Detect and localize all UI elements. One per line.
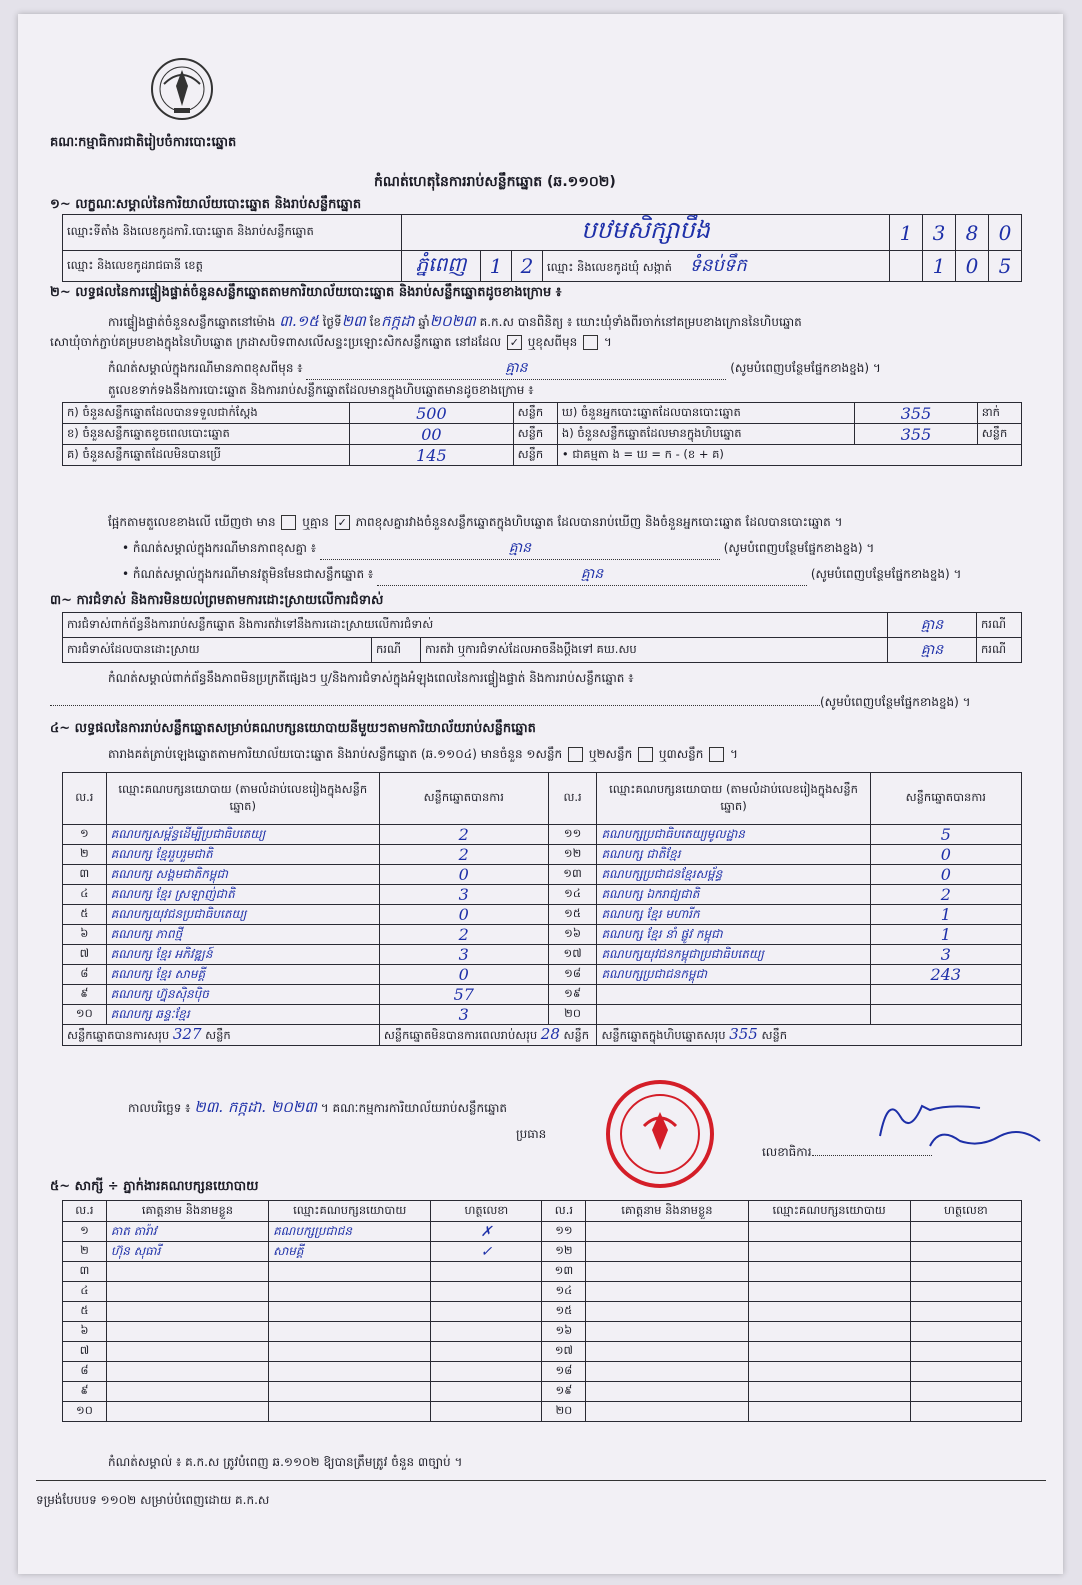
voters-value: 355 (855, 403, 977, 424)
party-number: ១៥ (548, 905, 597, 925)
has-discrepancy-checkbox[interactable] (281, 515, 296, 530)
col-no-header: ល.រ (63, 773, 107, 825)
unit-label: សន្លឹក (205, 1028, 231, 1042)
witness-number: ១៣ (542, 1262, 586, 1282)
unused-ballots-label: គ) ចំនួនសន្លឹកឆ្នោតដែលមិនបានប្រើ (63, 445, 350, 466)
party-valid-votes: 2 (379, 925, 548, 945)
witness-party (748, 1282, 910, 1302)
witness-signature (910, 1222, 1021, 1242)
witness-party (269, 1322, 431, 1342)
spoiled-ballots-label: ខ) ចំនួនសន្លឹកឆ្នោតខូចពេលបោះឆ្នោត (63, 424, 350, 445)
party-number: ៣ (63, 865, 107, 885)
party-name: គណបក្ស ខ្មែរ សាមគ្គី (106, 965, 379, 985)
party-number: ១០ (63, 1005, 107, 1025)
form-sheet (18, 14, 1063, 1574)
party-number: ៧ (63, 945, 107, 965)
party-valid-votes: 0 (870, 845, 1021, 865)
witness-name (586, 1302, 748, 1322)
intro-text: ការផ្ទៀងផ្ទាត់ចំនួនសន្លឹកឆ្នោតនៅម៉ោង (108, 315, 276, 329)
witness-party (269, 1282, 431, 1302)
spoiled-ballots-value: 00 (350, 424, 514, 445)
witness-row (63, 1382, 1022, 1402)
witness-name (106, 1282, 268, 1302)
province-code-digit: 1 (481, 251, 512, 282)
resolved-label: ការជំទាស់ដែលបានដោះស្រាយ (63, 638, 372, 663)
party-number: ១៨ (548, 965, 597, 985)
witness-name (106, 1302, 268, 1322)
witness-number: ២០ (542, 1402, 586, 1422)
unit-label: សន្លឹក (513, 445, 557, 466)
party-row (63, 865, 1022, 885)
party-name: គណបក្សយុវជនកម្ពុជាប្រជាធិបតេយ្យ (597, 945, 870, 965)
party-number: ៩ (63, 985, 107, 1005)
station-name-value: បឋមសិក្សាបឹង (402, 215, 890, 251)
footer-form-label: ទម្រង់បែបបទ ១១០២ សម្រាប់បំពេញដោយ គ.ក.ស (36, 1493, 270, 1507)
witness-name (106, 1342, 268, 1362)
party-valid-votes: 57 (379, 985, 548, 1005)
party-name: គណបក្ស ខ្មែរ នាំ ផ្លូវ កម្ពុជា (597, 925, 870, 945)
party-number: ២០ (548, 1005, 597, 1025)
witness-body (63, 1222, 1022, 1422)
party-name: គណបក្ស ហ្វ៊ុនស៊ិនប៉ិច (106, 985, 379, 1005)
witness-row (63, 1362, 1022, 1382)
witness-party (748, 1322, 910, 1342)
party-name: គណបក្សសម្ព័ន្ធដើម្បីប្រជាធិបតេយ្យ (106, 825, 379, 845)
col-name-header: គោត្តនាម និងនាមខ្លួន (586, 1201, 748, 1222)
party-number: ១២ (548, 845, 597, 865)
witness-number: ១៤ (542, 1282, 586, 1302)
fill-hint: (សូមបំពេញបន្ថែមផ្នែកខាងខ្នង) ។ (730, 361, 881, 375)
station-code-digit: 8 (956, 215, 989, 251)
total-box-label: សន្លឹកឆ្នោតក្នុងហិបឆ្នោតសរុប (601, 1028, 726, 1042)
total-box-cell (597, 1025, 1022, 1046)
witness-name (586, 1342, 748, 1362)
witness-number: ១៥ (542, 1302, 586, 1322)
witness-signature (910, 1362, 1021, 1382)
irregularity-note: កំណត់សម្គាល់ពាក់ព័ន្ធនឹងភាពមិនប្រក្រតីផ្សេងៗ ឬ/និងការជំទាស់ក្នុងអំឡុងពេលនៃការផ្ទៀងផ្ទាត់ និងការរាប់សន្លឹកឆ្នោត ៖ (108, 671, 634, 685)
party-valid-votes: 3 (379, 1005, 548, 1025)
party-valid-votes: 2 (870, 885, 1021, 905)
witness-party (748, 1342, 910, 1362)
commune-code-digit: 1 (923, 251, 956, 282)
case-unit: ករណី (977, 613, 1022, 638)
witness-name: គាត តារ៉ាវ (106, 1222, 268, 1242)
party-valid-votes: 3 (870, 945, 1021, 965)
date-label: កាលបរិច្ឆេទ ៖ (128, 1101, 191, 1115)
committee-name: គណៈកម្មាធិការជាតិរៀបចំការបោះឆ្នោត (50, 135, 237, 150)
one-sheet-checkbox[interactable] (568, 747, 583, 762)
seal-broken-checkbox[interactable] (583, 335, 598, 350)
witness-number: ១៦ (542, 1322, 586, 1342)
party-number: ២ (63, 845, 107, 865)
party-row (63, 965, 1022, 985)
party-valid-votes: 0 (379, 865, 548, 885)
party-valid-votes: 3 (379, 945, 548, 965)
total-invalid-cell (379, 1025, 597, 1046)
fill-hint: (សូមបំពេញបន្ថែមផ្នែកខាងខ្នង) ។ (723, 541, 875, 555)
discrepancy-note-line: • កំណត់សម្គាល់ក្នុងករណីមានភាពខុសគ្នា ៖ គ្មាន (សូមបំពេញបន្ថែមផ្នែកខាងខ្នង) ។ (122, 538, 1042, 560)
party-name: គណបក្សយុវជនប្រជាធិបតេយ្យ (106, 905, 379, 925)
witness-party (748, 1402, 910, 1422)
witness-row (63, 1402, 1022, 1422)
commune-code-digit: 5 (989, 251, 1022, 282)
ballots-in-box-value: 355 (855, 424, 977, 445)
ballots-in-box-label: ង) ចំនួនសន្លឹកឆ្នោតដែលមានក្នុងហិបឆ្នោត (557, 424, 854, 445)
witness-number: ១ (63, 1222, 107, 1242)
unit-label: នាក់ (977, 403, 1021, 424)
party-name: គណបក្ស សង្គមជាតិកម្ពុជា (106, 865, 379, 885)
witness-name (106, 1382, 268, 1402)
col-sign-header: ហត្ថលេខា (431, 1201, 542, 1222)
party-valid-votes: 243 (870, 965, 1021, 985)
received-ballots-label: ក) ចំនួនសន្លឹកឆ្នោតដែលបានទទួលជាក់ស្តែង (63, 403, 350, 424)
party-name: គណបក្ស ជាតិខ្មែរ (597, 845, 870, 865)
col-sign-header: ហត្ថលេខា (910, 1201, 1021, 1222)
witness-party (748, 1222, 910, 1242)
witness-row (63, 1302, 1022, 1322)
appeal-label: ការតវ៉ា ឬការជំទាស់ដែលអាចនឹងប្តឹងទៅ គឃ.សប (421, 638, 888, 663)
witness-party (748, 1242, 910, 1262)
section-5-title: ៥~ សាក្សី ÷ ភ្នាក់ងារគណបក្សនយោបាយ (50, 1179, 259, 1194)
party-valid-votes: 0 (870, 865, 1021, 885)
seal-broken-label: ឬខុសពីមុន (527, 335, 578, 349)
witness-party (748, 1382, 910, 1402)
party-name: គណបក្ស ខ្មែររួបរួមជាតិ (106, 845, 379, 865)
commune-cell (543, 251, 890, 282)
party-row (63, 845, 1022, 865)
station-code-digit: 3 (923, 215, 956, 251)
witness-signature (431, 1382, 542, 1402)
seal-note-line (108, 358, 1038, 380)
witness-signature (910, 1322, 1021, 1342)
witness-signature (431, 1282, 542, 1302)
witness-party (748, 1302, 910, 1322)
day-label: ថ្ងៃទី (322, 315, 342, 329)
witness-party: គណបក្សប្រជាជន (269, 1222, 431, 1242)
party-number: ៨ (63, 965, 107, 985)
party-valid-votes (870, 985, 1021, 1005)
party-name: គណបក្ស ខ្មែរ អភិវឌ្ឍន៍ (106, 945, 379, 965)
party-valid-votes: 0 (379, 905, 548, 925)
col-no-header: ល.រ (548, 773, 597, 825)
no-discrepancy-checkbox[interactable]: ✓ (335, 515, 350, 530)
witness-party (269, 1342, 431, 1362)
party-number: ១៧ (548, 945, 597, 965)
witness-signature (910, 1342, 1021, 1362)
total-invalid-label: សន្លឹកឆ្នោតមិនបានការពេលរាប់សរុប (383, 1028, 538, 1042)
party-row (63, 825, 1022, 845)
diff-suffix: ភាពខុសគ្នារវាងចំនួនសន្លឹកឆ្នោតក្នុងហិបឆ្នោត ដែលបានរាប់ឃើញ និងចំនួនអ្នកបោះឆ្នោត ដែលបានបោះឆ្នោត ។ (355, 515, 843, 529)
witness-number: ៤ (63, 1282, 107, 1302)
witness-party (748, 1262, 910, 1282)
section-1-title: ១~ លក្ខណៈសម្គាល់នៃការិយាល័យបោះឆ្នោត និងរាប់សន្លឹកឆ្នោត (50, 197, 362, 212)
witness-signature (910, 1302, 1021, 1322)
section-2-title: ២~ លទ្ធផលនៃការផ្ទៀងផ្ទាត់ចំនួនសន្លឹកឆ្នោតតាមការិយាល័យបោះឆ្នោត និងរាប់សន្លឹកឆ្នោតដូចខាងក្រោម ៖ (50, 285, 562, 300)
party-number: ៤ (63, 885, 107, 905)
witness-name: ហ៊ុន សុធារី (106, 1242, 268, 1262)
party-row (63, 925, 1022, 945)
witness-name (586, 1222, 748, 1242)
diff-note-label: កំណត់សម្គាល់ក្នុងករណីមានភាពខុសគ្នា ៖ (132, 541, 317, 555)
year-label: ឆ្នាំ (418, 315, 430, 329)
witness-number: ៣ (63, 1262, 107, 1282)
col-party-header: ឈ្មោះគណបក្សនយោបាយ (តាមលំដាប់លេខរៀងក្នុងសន្លឹកឆ្នោត) (597, 773, 870, 825)
total-valid-cell (63, 1025, 380, 1046)
party-name: គណបក្ស ខ្មែរ ស្រឡាញ់ជាតិ (106, 885, 379, 905)
witness-name (586, 1322, 748, 1342)
witness-name (106, 1402, 268, 1422)
witness-signature (431, 1322, 542, 1342)
secretary-line (762, 1144, 932, 1162)
seal-line: សោឃុំចាក់ភ្ជាប់គម្របខាងក្នុងនៃហិបឆ្នោត ក្រដាសបិទពាសលើសន្ទះប្រឡោះសិកសន្លឹកឆ្នោត នៅដដែល ✓ ឬខុសពីមុន ។ (50, 335, 612, 349)
counts-intro: តួលេខទាក់ទងនឹងការបោះឆ្នោត និងការរាប់សន្លឹកឆ្នោតដែលមានក្នុងហិបឆ្នោតមានដូចខាងក្រោម ៖ (108, 383, 534, 397)
foreign-value: គ្មាន (377, 564, 807, 586)
unit-label: សន្លឹក (977, 424, 1021, 445)
witness-name (106, 1362, 268, 1382)
two-sheet-label: ឬ២សន្លឹក (588, 747, 633, 761)
party-name: គណបក្សប្រជាជនកម្ពុជា (597, 965, 870, 985)
witness-number: ១៩ (542, 1382, 586, 1402)
discrepancy-line (108, 514, 1038, 532)
seal-note-value: គ្មាន (306, 358, 726, 380)
province-value: ភ្នំពេញ (402, 251, 481, 282)
reconcile-time: ៣.១៥ (279, 312, 319, 330)
party-number: ៦ (63, 925, 107, 945)
party-row (63, 945, 1022, 965)
party-name: គណបក្ស ខ្មែរ មហារីក (597, 905, 870, 925)
total-invalid-value: 28 (540, 1025, 560, 1043)
witness-name (586, 1362, 748, 1382)
witness-signature: ✗ (431, 1222, 542, 1242)
witness-name (586, 1242, 748, 1262)
party-number: ១៩ (548, 985, 597, 1005)
case-unit: ករណី (372, 638, 421, 663)
witness-name (106, 1262, 268, 1282)
witness-signature (431, 1362, 542, 1382)
seal-note-label: កំណត់សម្គាល់ក្នុងករណីមានភាពខុសពីមុន ៖ (108, 361, 303, 375)
witness-name (586, 1282, 748, 1302)
date-line (128, 1098, 507, 1120)
footer-divider (36, 1480, 1046, 1481)
witness-number: ១៨ (542, 1362, 586, 1382)
witness-name (106, 1322, 268, 1342)
col-party-header: ឈ្មោះគណបក្សនយោបាយ (តាមលំដាប់លេខរៀងក្នុងសន្លឹកឆ្នោត) (106, 773, 379, 825)
witness-number: ១៧ (542, 1342, 586, 1362)
complaints-table (62, 612, 1022, 663)
commune-code-digit: 0 (956, 251, 989, 282)
col-name-header: គោត្តនាម និងនាមខ្លួន (106, 1201, 268, 1222)
footer-note: កំណត់សម្គាល់ ៖ គ.ក.ស ត្រូវបំពេញ ឆ.១១០២ ឱ្យបានត្រឹមត្រូវ ចំនួន ៣ច្បាប់ ។ (108, 1455, 463, 1469)
witness-name (586, 1402, 748, 1422)
intro-suffix: គ.ក.ស បានពិនិត្យ ៖ ឃោះឃុំទាំងពីរចាក់នៅគម្របខាងក្រោននៃហិបឆ្នោត (479, 315, 802, 329)
province-code-digit: 2 (512, 251, 543, 282)
party-name: គណបក្ស ភាពថ្មី (106, 925, 379, 945)
day-value: ២៣ (341, 312, 366, 330)
witness-party (269, 1262, 431, 1282)
col-party-header: ឈ្មោះគណបក្សនយោបាយ (748, 1201, 910, 1222)
seal-intact-checkbox[interactable]: ✓ (507, 335, 522, 350)
fill-hint: (សូមបំពេញបន្ថែមផ្នែកខាងខ្នង) ។ (820, 695, 971, 709)
party-number: ១៤ (548, 885, 597, 905)
witness-signature (910, 1382, 1021, 1402)
station-code-digit: 1 (890, 215, 923, 251)
party-name (597, 985, 870, 1005)
party-valid-votes (870, 1005, 1021, 1025)
party-valid-votes: 0 (379, 965, 548, 985)
witness-signature (431, 1262, 542, 1282)
party-valid-votes: 5 (870, 825, 1021, 845)
year-value: ២០២៣ (429, 312, 476, 330)
foreign-label: កំណត់សម្គាល់ក្នុងករណីមានវត្ថុមិនមែនជាសន្លឹកឆ្នោត ៖ (132, 567, 374, 581)
witness-signature (910, 1262, 1021, 1282)
fill-hint: (សូមបំពេញបន្ថែមផ្នែកខាងខ្នង) ។ (810, 567, 962, 581)
seal-text: សោឃុំចាក់ភ្ជាប់គម្របខាងក្នុងនៃហិបឆ្នោត ក្រដាសបិទពាសលើសន្ទះប្រឡោះសិកសន្លឹកឆ្នោត នៅដដែល (50, 335, 502, 349)
party-number: ១៦ (548, 925, 597, 945)
three-sheet-label: ឬ៣សន្លឹក (658, 747, 704, 761)
party-name: គណបក្សប្រជាជនខ្មែរសម្ព័ន្ធ (597, 865, 870, 885)
witness-row (63, 1322, 1022, 1342)
complaints-value: គ្មាន (888, 613, 977, 638)
section-4-title: ៤~ លទ្ធផលនៃការរាប់សន្លឹកឆ្នោតសម្រាប់គណបក្សនយោបាយនីមួយៗតាមការិយាល័យរាប់សន្លឹកឆ្នោត (50, 721, 536, 736)
party-number: ៥ (63, 905, 107, 925)
col-valid-header: សន្លឹកឆ្នោតបានការ (379, 773, 548, 825)
witness-row (63, 1282, 1022, 1302)
party-row (63, 1005, 1022, 1025)
witness-row (63, 1342, 1022, 1362)
witness-signature: ✓ (431, 1242, 542, 1262)
case-unit: ករណី (977, 638, 1022, 663)
party-results-body (63, 825, 1022, 1025)
tally-sheet-line: តារាងគត់ត្រាប់ឡេងឆ្នោតតាមការិយាល័យបោះឆ្នោត និងរាប់សន្លឹកឆ្នោត (ឆ.១១០៤) មានចំនួន ១សន្លឹក ឬ២សន្លឹក ឬ៣សន្លឹក ។ (108, 747, 738, 761)
station-code-digit: 0 (989, 215, 1022, 251)
witness-party: សាមគ្គី (269, 1242, 431, 1262)
month-value: កក្កដា (381, 312, 415, 330)
form-title: កំណត់ហេតុនៃការរាប់សន្លឹកឆ្នោត (ឆ.១១០២) (374, 174, 616, 190)
ballot-count-table (62, 402, 1022, 466)
witness-number: ១២ (542, 1242, 586, 1262)
official-red-seal (606, 1080, 714, 1188)
party-valid-votes: 1 (870, 925, 1021, 945)
unit-label: សន្លឹក (513, 403, 557, 424)
party-row (63, 985, 1022, 1005)
witness-number: ១០ (63, 1402, 107, 1422)
section-3-title: ៣~ ការជំទាស់ និងការមិនយល់ព្រមតាមការដោះស្រាយលើការជំទាស់ (50, 593, 384, 608)
date-value: ២៣. កក្កដា. ២០២៣ (194, 1098, 317, 1116)
party-row (63, 905, 1022, 925)
diff-note-value: គ្មាន (320, 538, 720, 560)
col-valid-header: សន្លឹកឆ្នោតបានការ (870, 773, 1021, 825)
witness-number: ៥ (63, 1302, 107, 1322)
commune-label: ឈ្មោះ និងលេខកូដឃុំ សង្កាត់ (547, 259, 672, 274)
formula-text: • ជាគម្មតា ង = ឃ = ក - (ខ + គ) (557, 445, 1021, 466)
secretary-label: លេខាធិការ (762, 1145, 812, 1159)
party-name: គណបក្ស ឯករាជ្យជាតិ (597, 885, 870, 905)
party-row (63, 885, 1022, 905)
diff-none-label: ឬគ្មាន (302, 515, 329, 529)
witness-signature (431, 1302, 542, 1322)
party-name (597, 1005, 870, 1025)
witness-number: ៦ (63, 1322, 107, 1342)
witness-number: ៩ (63, 1382, 107, 1402)
nec-emblem-icon (142, 56, 222, 122)
appeal-value: គ្មាន (888, 638, 977, 663)
party-valid-votes: 2 (379, 845, 548, 865)
party-name: គណបក្សប្រជាធិបតេយ្យមូលដ្ឋាន (597, 825, 870, 845)
col-no-header: ល.រ (63, 1201, 107, 1222)
total-box-value: 355 (729, 1025, 758, 1043)
commune-value: ទំនប់ទឹក (689, 254, 747, 276)
party-results-table (62, 772, 1022, 1046)
witness-party (269, 1402, 431, 1422)
witness-row (63, 1222, 1022, 1242)
witness-name (586, 1262, 748, 1282)
station-table (62, 214, 1022, 282)
witness-number: ១១ (542, 1222, 586, 1242)
witness-party (269, 1382, 431, 1402)
witness-table (62, 1200, 1022, 1422)
province-label: ឈ្មោះ និងលេខកូដរាជធានី ខេត្ត (63, 251, 402, 282)
unit-label: សន្លឹក (761, 1028, 788, 1042)
party-valid-votes: 1 (870, 905, 1021, 925)
station-name-label: ឈ្មោះទីតាំង និងលេខកូដការិ.បោះឆ្នោត និងរាប់សន្លឹកឆ្នោត (63, 215, 402, 251)
witness-party (269, 1362, 431, 1382)
witness-signature (910, 1282, 1021, 1302)
witness-signature (431, 1402, 542, 1422)
chairman-label: ប្រធាន (516, 1127, 547, 1141)
party-valid-votes: 3 (379, 885, 548, 905)
party-number: ១ (63, 825, 107, 845)
date-suffix: ។ គណៈកម្មការការិយាល័យរាប់សន្លឹកឆ្នោត (320, 1101, 507, 1115)
complaints-label: ការជំទាស់ពាក់ព័ន្ធនឹងការរាប់សន្លឹកឆ្នោត និងការតវ៉ាទៅនឹងការដោះស្រាយលើការជំទាស់ (63, 613, 888, 638)
party-valid-votes: 2 (379, 825, 548, 845)
witness-signature (431, 1342, 542, 1362)
voters-label: ឃ) ចំនួនអ្នកបោះឆ្នោតដែលបានបោះឆ្នោត (557, 403, 854, 424)
witness-number: ៧ (63, 1342, 107, 1362)
witness-party (748, 1362, 910, 1382)
diff-prefix: ផ្អែកតាមតួលេខខាងលើ ឃើញថា មាន (108, 515, 276, 529)
witness-name (586, 1382, 748, 1402)
total-valid-label: សន្លឹកឆ្នោតបានការសរុប (67, 1028, 170, 1042)
witness-row (63, 1262, 1022, 1282)
three-sheet-checkbox[interactable] (709, 747, 724, 762)
received-ballots-value: 500 (350, 403, 514, 424)
unit-label: សន្លឹក (563, 1028, 590, 1042)
witness-row (63, 1242, 1022, 1262)
witness-number: ២ (63, 1242, 107, 1262)
col-no-header: ល.រ (542, 1201, 586, 1222)
witness-signature (910, 1402, 1021, 1422)
irregularity-fill-line (50, 694, 1040, 712)
party-name: គណបក្ស ឆន្ទៈខ្មែរ (106, 1005, 379, 1025)
section-2-intro (108, 312, 1038, 334)
unit-label: សន្លឹក (513, 424, 557, 445)
witness-number: ៨ (63, 1362, 107, 1382)
party-number: ១១ (548, 825, 597, 845)
col-party-header: ឈ្មោះគណបក្សនយោបាយ (269, 1201, 431, 1222)
month-label: ខែ (369, 315, 382, 329)
total-valid-value: 327 (172, 1025, 202, 1043)
unused-ballots-value: 145 (350, 445, 514, 466)
foreign-object-line: • កំណត់សម្គាល់ក្នុងករណីមានវត្ថុមិនមែនជាសន្លឹកឆ្នោត ៖ គ្មាន (សូមបំពេញបន្ថែមផ្នែកខាងខ្នង) ។ (122, 564, 1042, 586)
party-number: ១៣ (548, 865, 597, 885)
tally-text: តារាងគត់ត្រាប់ឡេងឆ្នោតតាមការិយាល័យបោះឆ្នោត និងរាប់សន្លឹកឆ្នោត (ឆ.១១០៤) មានចំនួន ១សន្លឹក (108, 747, 563, 761)
witness-signature (910, 1242, 1021, 1262)
witness-party (269, 1302, 431, 1322)
two-sheet-checkbox[interactable] (638, 747, 653, 762)
